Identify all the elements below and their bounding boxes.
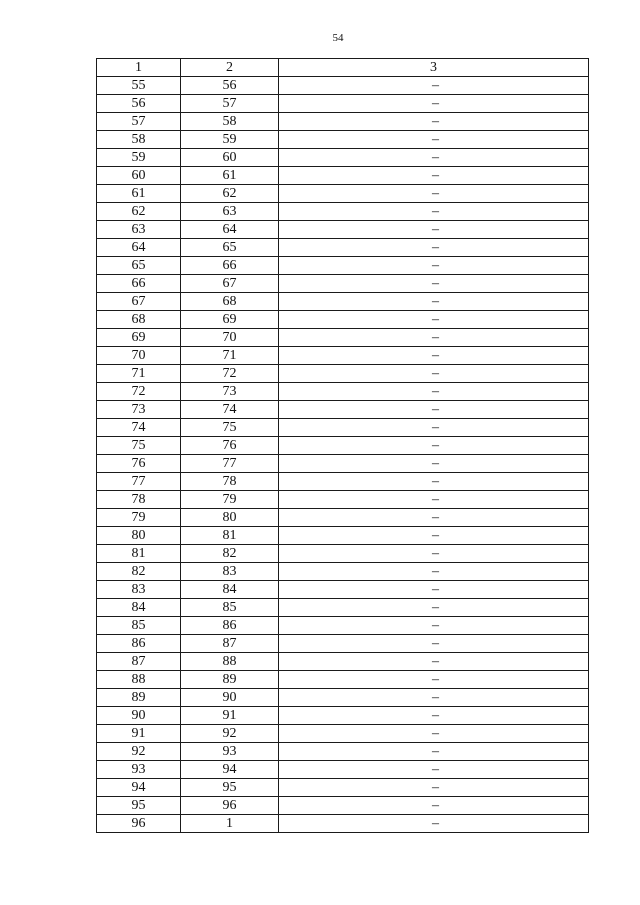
table-row bbox=[97, 707, 589, 725]
table-cell-col-1: 68 bbox=[97, 311, 181, 329]
dash-mark: – bbox=[432, 77, 439, 93]
table-cell-col-1: 58 bbox=[97, 131, 181, 149]
table-cell-col-2: 68 bbox=[181, 293, 279, 311]
table-cell-col-3 bbox=[279, 509, 589, 527]
table-cell-col-2: 83 bbox=[181, 563, 279, 581]
table-cell-col-3 bbox=[279, 599, 589, 617]
table-cell-col-2: 64 bbox=[181, 221, 279, 239]
table-cell-col-1: 93 bbox=[97, 761, 181, 779]
table-cell-col-3 bbox=[279, 761, 589, 779]
column-header-2: 2 bbox=[181, 59, 279, 77]
dash-mark: – bbox=[432, 311, 439, 327]
table-row bbox=[97, 275, 589, 293]
table-cell-col-1: 80 bbox=[97, 527, 181, 545]
table-row bbox=[97, 329, 589, 347]
dash-mark: – bbox=[432, 203, 439, 219]
dash-mark: – bbox=[432, 455, 439, 471]
table-row bbox=[97, 455, 589, 473]
table-row bbox=[97, 167, 589, 185]
table-cell-col-1: 92 bbox=[97, 743, 181, 761]
data-table bbox=[96, 58, 589, 833]
table-cell-col-3 bbox=[279, 113, 589, 131]
table-cell-col-1: 77 bbox=[97, 473, 181, 491]
dash-mark: – bbox=[432, 761, 439, 777]
table-cell-col-2: 80 bbox=[181, 509, 279, 527]
table-cell-col-1: 81 bbox=[97, 545, 181, 563]
dash-mark: – bbox=[432, 779, 439, 795]
table-cell-col-1: 56 bbox=[97, 95, 181, 113]
dash-mark: – bbox=[432, 725, 439, 741]
table-row bbox=[97, 509, 589, 527]
table-cell-col-3 bbox=[279, 293, 589, 311]
table-cell-col-1: 79 bbox=[97, 509, 181, 527]
dash-mark: – bbox=[432, 689, 439, 705]
table-cell-col-3 bbox=[279, 275, 589, 293]
table-row bbox=[97, 743, 589, 761]
table-row bbox=[97, 545, 589, 563]
table-row bbox=[97, 131, 589, 149]
table-cell-col-2: 85 bbox=[181, 599, 279, 617]
table-cell-col-3 bbox=[279, 653, 589, 671]
table-cell-col-3 bbox=[279, 203, 589, 221]
table-cell-col-2: 74 bbox=[181, 401, 279, 419]
table-row bbox=[97, 491, 589, 509]
header-row bbox=[97, 59, 589, 77]
table-cell-col-1: 60 bbox=[97, 167, 181, 185]
table-cell-col-3 bbox=[279, 365, 589, 383]
table-cell-col-1: 75 bbox=[97, 437, 181, 455]
table-row bbox=[97, 527, 589, 545]
table-cell-col-3 bbox=[279, 329, 589, 347]
table-cell-col-2: 92 bbox=[181, 725, 279, 743]
dash-mark: – bbox=[432, 113, 439, 129]
table-cell-col-1: 90 bbox=[97, 707, 181, 725]
table-cell-col-1: 71 bbox=[97, 365, 181, 383]
table-row bbox=[97, 617, 589, 635]
table-row bbox=[97, 95, 589, 113]
table-cell-col-3 bbox=[279, 149, 589, 167]
dash-mark: – bbox=[432, 653, 439, 669]
table-cell-col-3 bbox=[279, 617, 589, 635]
table-cell-col-1: 78 bbox=[97, 491, 181, 509]
dash-mark: – bbox=[432, 671, 439, 687]
table-cell-col-1: 72 bbox=[97, 383, 181, 401]
table-cell-col-3 bbox=[279, 527, 589, 545]
table-row bbox=[97, 779, 589, 797]
table-cell-col-3 bbox=[279, 707, 589, 725]
dash-mark: – bbox=[432, 707, 439, 723]
dash-mark: – bbox=[432, 293, 439, 309]
table-cell-col-1: 57 bbox=[97, 113, 181, 131]
table-row bbox=[97, 815, 589, 833]
table-cell-col-1: 87 bbox=[97, 653, 181, 671]
table-cell-col-2: 90 bbox=[181, 689, 279, 707]
table-row bbox=[97, 401, 589, 419]
table-cell-col-2: 65 bbox=[181, 239, 279, 257]
dash-mark: – bbox=[432, 635, 439, 651]
table-cell-col-3 bbox=[279, 131, 589, 149]
table-cell-col-1: 94 bbox=[97, 779, 181, 797]
dash-mark: – bbox=[432, 491, 439, 507]
table-cell-col-3 bbox=[279, 239, 589, 257]
table-row bbox=[97, 419, 589, 437]
column-header-1: 1 bbox=[97, 59, 181, 77]
table-row bbox=[97, 689, 589, 707]
dash-mark: – bbox=[432, 221, 439, 237]
table-cell-col-1: 64 bbox=[97, 239, 181, 257]
dash-mark: – bbox=[432, 131, 439, 147]
table-cell-col-1: 70 bbox=[97, 347, 181, 365]
table-cell-col-3 bbox=[279, 401, 589, 419]
table-cell-col-2: 57 bbox=[181, 95, 279, 113]
table-cell-col-3 bbox=[279, 815, 589, 833]
table-cell-col-2: 70 bbox=[181, 329, 279, 347]
page-number: 54 bbox=[332, 32, 344, 44]
table-cell-col-3 bbox=[279, 689, 589, 707]
dash-mark: – bbox=[432, 617, 439, 633]
table-cell-col-1: 65 bbox=[97, 257, 181, 275]
dash-mark: – bbox=[432, 185, 439, 201]
dash-mark: – bbox=[432, 329, 439, 345]
table-cell-col-2: 86 bbox=[181, 617, 279, 635]
table-cell-col-3 bbox=[279, 437, 589, 455]
table-cell-col-2: 75 bbox=[181, 419, 279, 437]
table-cell-col-2: 84 bbox=[181, 581, 279, 599]
table-cell-col-2: 87 bbox=[181, 635, 279, 653]
dash-mark: – bbox=[432, 743, 439, 759]
table-cell-col-3 bbox=[279, 95, 589, 113]
table-cell-col-3 bbox=[279, 635, 589, 653]
table-cell-col-2: 91 bbox=[181, 707, 279, 725]
table-row bbox=[97, 761, 589, 779]
table-cell-col-1: 91 bbox=[97, 725, 181, 743]
table-cell-col-1: 85 bbox=[97, 617, 181, 635]
table-row bbox=[97, 347, 589, 365]
dash-mark: – bbox=[432, 797, 439, 813]
dash-mark: – bbox=[432, 257, 439, 273]
table-cell-col-2: 61 bbox=[181, 167, 279, 185]
dash-mark: – bbox=[432, 401, 439, 417]
table-cell-col-2: 73 bbox=[181, 383, 279, 401]
table-cell-col-3 bbox=[279, 491, 589, 509]
table-cell-col-3 bbox=[279, 797, 589, 815]
table-cell-col-3 bbox=[279, 257, 589, 275]
table-cell-col-3 bbox=[279, 347, 589, 365]
table-cell-col-2: 79 bbox=[181, 491, 279, 509]
table-cell-col-3 bbox=[279, 455, 589, 473]
table-row bbox=[97, 221, 589, 239]
table-cell-col-1: 89 bbox=[97, 689, 181, 707]
table-cell-col-3 bbox=[279, 311, 589, 329]
table-cell-col-2: 88 bbox=[181, 653, 279, 671]
table-cell-col-3 bbox=[279, 725, 589, 743]
table-cell-col-3 bbox=[279, 383, 589, 401]
table-row bbox=[97, 311, 589, 329]
table-row bbox=[97, 581, 589, 599]
dash-mark: – bbox=[432, 239, 439, 255]
table-cell-col-2: 56 bbox=[181, 77, 279, 95]
table-cell-col-2: 60 bbox=[181, 149, 279, 167]
table-cell-col-3 bbox=[279, 419, 589, 437]
table-cell-col-2: 62 bbox=[181, 185, 279, 203]
dash-mark: – bbox=[432, 527, 439, 543]
table-row bbox=[97, 599, 589, 617]
table-cell-col-3 bbox=[279, 167, 589, 185]
table-row bbox=[97, 77, 589, 95]
dash-mark: – bbox=[432, 149, 439, 165]
table-cell-col-2: 81 bbox=[181, 527, 279, 545]
table-cell-col-2: 66 bbox=[181, 257, 279, 275]
table-cell-col-2: 71 bbox=[181, 347, 279, 365]
table-cell-col-3 bbox=[279, 779, 589, 797]
dash-mark: – bbox=[432, 545, 439, 561]
table-cell-col-2: 76 bbox=[181, 437, 279, 455]
table-cell-col-2: 77 bbox=[181, 455, 279, 473]
table-cell-col-2: 96 bbox=[181, 797, 279, 815]
dash-mark: – bbox=[432, 509, 439, 525]
table-cell-col-3 bbox=[279, 545, 589, 563]
table-cell-col-3 bbox=[279, 671, 589, 689]
table-cell-col-2: 69 bbox=[181, 311, 279, 329]
table-cell-col-1: 86 bbox=[97, 635, 181, 653]
dash-mark: – bbox=[432, 383, 439, 399]
table-row bbox=[97, 113, 589, 131]
table-cell-col-3 bbox=[279, 473, 589, 491]
dash-mark: – bbox=[432, 275, 439, 291]
table-cell-col-1: 83 bbox=[97, 581, 181, 599]
dash-mark: – bbox=[432, 419, 439, 435]
dash-mark: – bbox=[432, 347, 439, 363]
column-header-3: 3 bbox=[279, 59, 589, 77]
table-row bbox=[97, 797, 589, 815]
table-row bbox=[97, 671, 589, 689]
dash-mark: – bbox=[432, 437, 439, 453]
table-row bbox=[97, 635, 589, 653]
table-cell-col-1: 88 bbox=[97, 671, 181, 689]
table-cell-col-2: 95 bbox=[181, 779, 279, 797]
table-row bbox=[97, 203, 589, 221]
table-cell-col-2: 58 bbox=[181, 113, 279, 131]
table-cell-col-1: 66 bbox=[97, 275, 181, 293]
table-row bbox=[97, 725, 589, 743]
table-cell-col-1: 61 bbox=[97, 185, 181, 203]
table-cell-col-2: 72 bbox=[181, 365, 279, 383]
table-cell-col-2: 67 bbox=[181, 275, 279, 293]
dash-mark: – bbox=[432, 581, 439, 597]
table-cell-col-1: 84 bbox=[97, 599, 181, 617]
table-row bbox=[97, 383, 589, 401]
table-body bbox=[97, 77, 589, 833]
table-cell-col-1: 96 bbox=[97, 815, 181, 833]
table-cell-col-1: 73 bbox=[97, 401, 181, 419]
table-row bbox=[97, 563, 589, 581]
table-cell-col-1: 67 bbox=[97, 293, 181, 311]
table-cell-col-3 bbox=[279, 743, 589, 761]
table-cell-col-3 bbox=[279, 563, 589, 581]
table-cell-col-1: 63 bbox=[97, 221, 181, 239]
dash-mark: – bbox=[432, 365, 439, 381]
table-header bbox=[97, 59, 589, 77]
table-row bbox=[97, 293, 589, 311]
table-row bbox=[97, 239, 589, 257]
dash-mark: – bbox=[432, 95, 439, 111]
table-cell-col-1: 74 bbox=[97, 419, 181, 437]
table-cell-col-1: 76 bbox=[97, 455, 181, 473]
table-cell-col-2: 93 bbox=[181, 743, 279, 761]
table-cell-col-2: 78 bbox=[181, 473, 279, 491]
table-row bbox=[97, 185, 589, 203]
table-cell-col-1: 55 bbox=[97, 77, 181, 95]
table-cell-col-3 bbox=[279, 77, 589, 95]
table-cell-col-1: 95 bbox=[97, 797, 181, 815]
table-cell-col-2: 63 bbox=[181, 203, 279, 221]
table-cell-col-3 bbox=[279, 221, 589, 239]
table-row bbox=[97, 653, 589, 671]
table-cell-col-1: 59 bbox=[97, 149, 181, 167]
table-row bbox=[97, 437, 589, 455]
table-cell-col-2: 1 bbox=[181, 815, 279, 833]
table-cell-col-2: 89 bbox=[181, 671, 279, 689]
table-cell-col-1: 69 bbox=[97, 329, 181, 347]
table-row bbox=[97, 365, 589, 383]
table-row bbox=[97, 473, 589, 491]
table-cell-col-1: 62 bbox=[97, 203, 181, 221]
table-cell-col-1: 82 bbox=[97, 563, 181, 581]
dash-mark: – bbox=[432, 473, 439, 489]
table-cell-col-3 bbox=[279, 581, 589, 599]
table-cell-col-3 bbox=[279, 185, 589, 203]
table-cell-col-2: 59 bbox=[181, 131, 279, 149]
table-row bbox=[97, 257, 589, 275]
dash-mark: – bbox=[432, 167, 439, 183]
table-cell-col-2: 94 bbox=[181, 761, 279, 779]
dash-mark: – bbox=[432, 815, 439, 831]
table-cell-col-2: 82 bbox=[181, 545, 279, 563]
table-row bbox=[97, 149, 589, 167]
dash-mark: – bbox=[432, 563, 439, 579]
dash-mark: – bbox=[432, 599, 439, 615]
